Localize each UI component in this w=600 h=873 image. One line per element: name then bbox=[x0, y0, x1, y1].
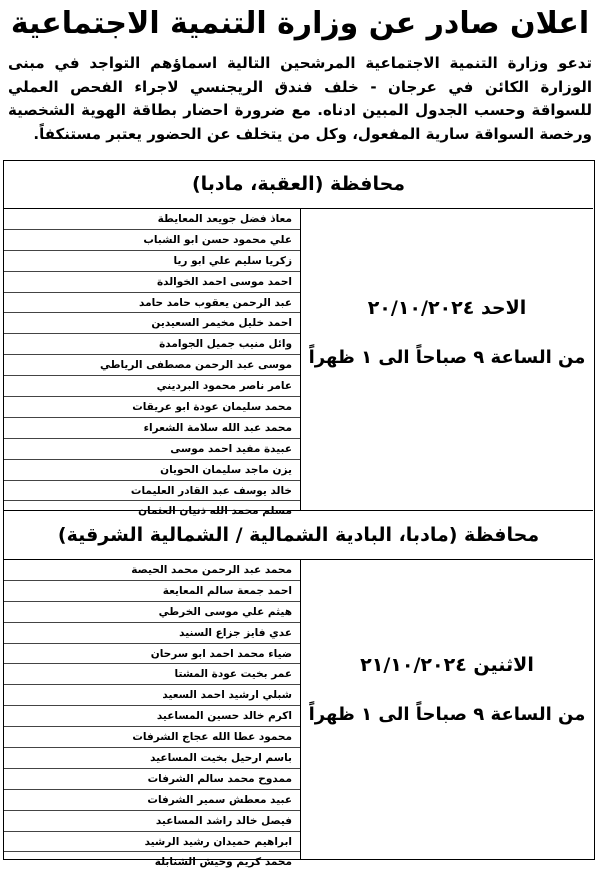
candidate-name: فيصل خالد راشد المساعيد bbox=[4, 811, 300, 832]
schedule-table bbox=[3, 160, 595, 869]
candidate-name: ابراهيم حميدان رشيد الرشيد bbox=[4, 832, 300, 853]
candidate-name: عبيدة مفيد احمد موسى bbox=[4, 439, 300, 460]
candidate-name: ضياء محمد احمد ابو سرحان bbox=[4, 644, 300, 665]
candidate-name: محمود عطا الله عجاج الشرفات bbox=[4, 727, 300, 748]
section-divider bbox=[4, 510, 593, 511]
candidate-name: عبيد معطش سمير الشرفات bbox=[4, 790, 300, 811]
candidate-name: هيثم علي موسى الخرطي bbox=[4, 602, 300, 623]
exam-time: من الساعة ٩ صباحاً الى ١ ظهراً bbox=[308, 347, 586, 368]
candidate-name: اكرم خالد حسين المساعيد bbox=[4, 706, 300, 727]
page-title: اعلان صادر عن وزارة التنمية الاجتماعية bbox=[10, 6, 590, 41]
candidate-name: عمر بخيت عودة المشتا bbox=[4, 664, 300, 685]
section-header-aqaba-madaba: محافظة (العقبة، مادبا) bbox=[4, 161, 593, 209]
exam-date: الاثنين ٢١/١٠/٢٠٢٤ bbox=[360, 654, 534, 676]
names-list-section-2 bbox=[4, 560, 300, 873]
names-list-section-1 bbox=[4, 209, 300, 522]
exam-time: من الساعة ٩ صباحاً الى ١ ظهراً bbox=[308, 704, 586, 725]
candidate-name: علي محمود حسن ابو الشباب bbox=[4, 230, 300, 251]
candidate-name: محمد كريم وحيش الشنابلة bbox=[154, 856, 292, 869]
announcement-intro: تدعو وزارة التنمية الاجتماعية المرشحين التالية اسماؤهم التواجد في مبنى الوزارة الكائن في عرجان - خلف فندق الريجنسي لاجراء الفحص العملي للسواقة وحسب الجدول المبين ادناه. مع ضرورة احضار بطاقة الهوية الشخصية ورخصة السواقة سارية المفعول، وكل من يتخلف عن الحضور يعتبر مستنكفاً. bbox=[8, 54, 592, 143]
candidate-name: شبلي ارشيد احمد السعيد bbox=[4, 685, 300, 706]
candidate-name: محمد عبد الله سلامة الشعراء bbox=[4, 418, 300, 439]
candidate-name: عبد الرحمن يعقوب حامد حامد bbox=[4, 293, 300, 314]
candidate-name: عدي فايز جزاع السنيد bbox=[4, 623, 300, 644]
candidate-name: خالد يوسف عبد القادر العليمات bbox=[4, 481, 300, 502]
candidate-name: موسى عبد الرحمن مصطفى الرياطي bbox=[4, 355, 300, 376]
candidate-name: احمد جمعة سالم المعايعة bbox=[4, 581, 300, 602]
section-header-madaba-badia: محافظة (مادبا، البادية الشمالية / الشمالية الشرقية) bbox=[4, 512, 593, 560]
candidate-name: احمد موسى احمد الخوالدة bbox=[4, 272, 300, 293]
candidate-name: مسلم محمد الله ذنيان العثمان bbox=[138, 505, 292, 518]
candidate-name: ممدوح محمد سالم الشرفات bbox=[4, 769, 300, 790]
exam-date: الاحد ٢٠/١٠/٢٠٢٤ bbox=[367, 297, 527, 319]
candidate-name: وائل منيب جميل الجوامدة bbox=[4, 334, 300, 355]
candidate-name: باسم ارحيل بخيت المساعيد bbox=[4, 748, 300, 769]
candidate-name: عامر ناصر محمود البرديني bbox=[4, 376, 300, 397]
candidate-name: محمد سليمان عودة ابو عريقات bbox=[4, 397, 300, 418]
candidate-name: احمد خليل مخيمر السعيدين bbox=[4, 313, 300, 334]
candidate-name: يزن ماجد سليمان الحويان bbox=[4, 460, 300, 481]
candidate-name: زكريا سليم علي ابو ريا bbox=[4, 251, 300, 272]
candidate-name: معاذ فضل جويعد المعايطة bbox=[4, 209, 300, 230]
candidate-name: محمد عبد الرحمن محمد الحيصة bbox=[4, 560, 300, 581]
schedule-section-2 bbox=[301, 651, 593, 729]
schedule-section-1 bbox=[301, 294, 593, 372]
